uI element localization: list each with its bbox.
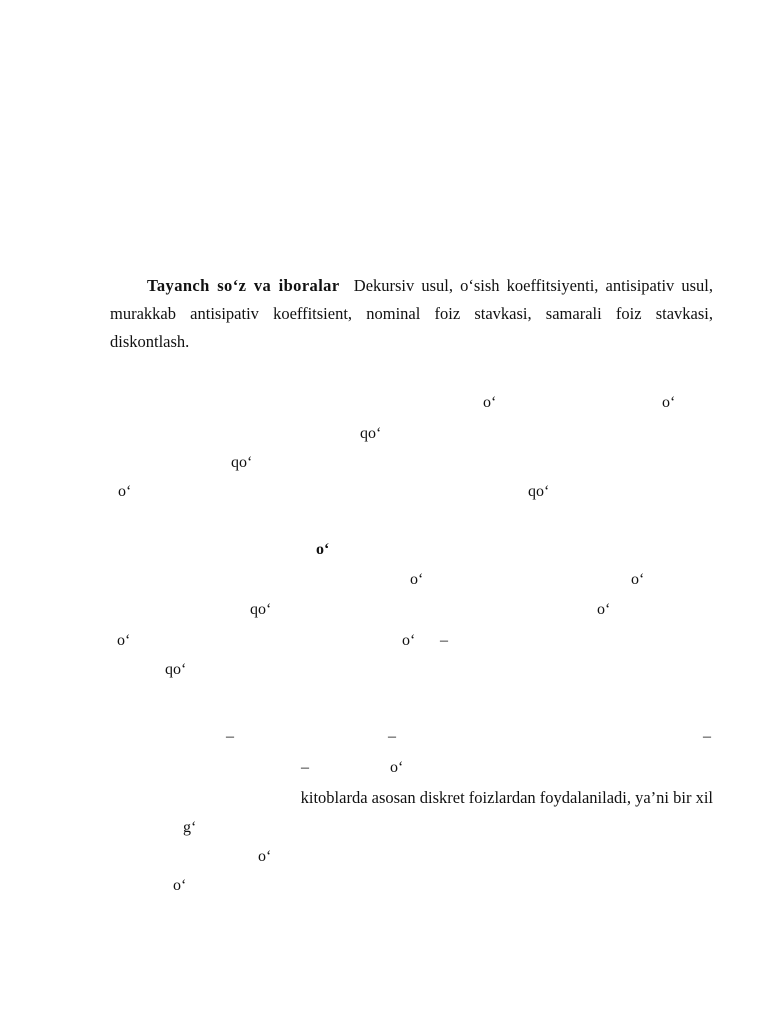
text-fragment: o‘ (597, 601, 611, 618)
keywords-label: Tayanch so‘z va iboralar (147, 276, 340, 295)
text-fragment-bold: o‘ (316, 541, 330, 558)
dash-fragment: – (703, 728, 711, 745)
text-fragment: qo‘ (360, 425, 382, 442)
text-fragment: qo‘ (528, 483, 550, 500)
text-fragment: o‘ (483, 394, 497, 411)
text-fragment: qo‘ (165, 661, 187, 678)
text-fragment: o‘ (117, 632, 131, 649)
text-fragment: o‘ (173, 877, 187, 894)
dash-fragment: – (226, 728, 234, 745)
text-fragment: o‘ (410, 571, 424, 588)
keywords-text: Dekursiv usul, o‘sish koeffitsiyenti, antisipativ usul, murakkab antisipativ koeffitsient, nominal foiz stavkasi, samarali foiz stavkasi, diskontlash. (110, 276, 714, 351)
text-fragment: o‘ (390, 759, 404, 776)
text-fragment: qo‘ (231, 454, 253, 471)
dash-fragment: – (440, 632, 448, 649)
text-fragment: o‘ (662, 394, 676, 411)
text-fragment: o‘ (631, 571, 645, 588)
keywords-paragraph (110, 272, 713, 356)
dash-fragment: – (388, 728, 396, 745)
dash-fragment: – (301, 759, 309, 776)
text-fragment: qo‘ (250, 601, 272, 618)
text-fragment: o‘ (402, 632, 416, 649)
text-fragment: o‘ (258, 848, 272, 865)
text-fragment: o‘ (118, 483, 132, 500)
text-fragment: g‘ (183, 819, 197, 836)
body-sentence: kitoblarda asosan diskret foizlardan foydalaniladi, ya’ni bir xil (300, 788, 713, 807)
